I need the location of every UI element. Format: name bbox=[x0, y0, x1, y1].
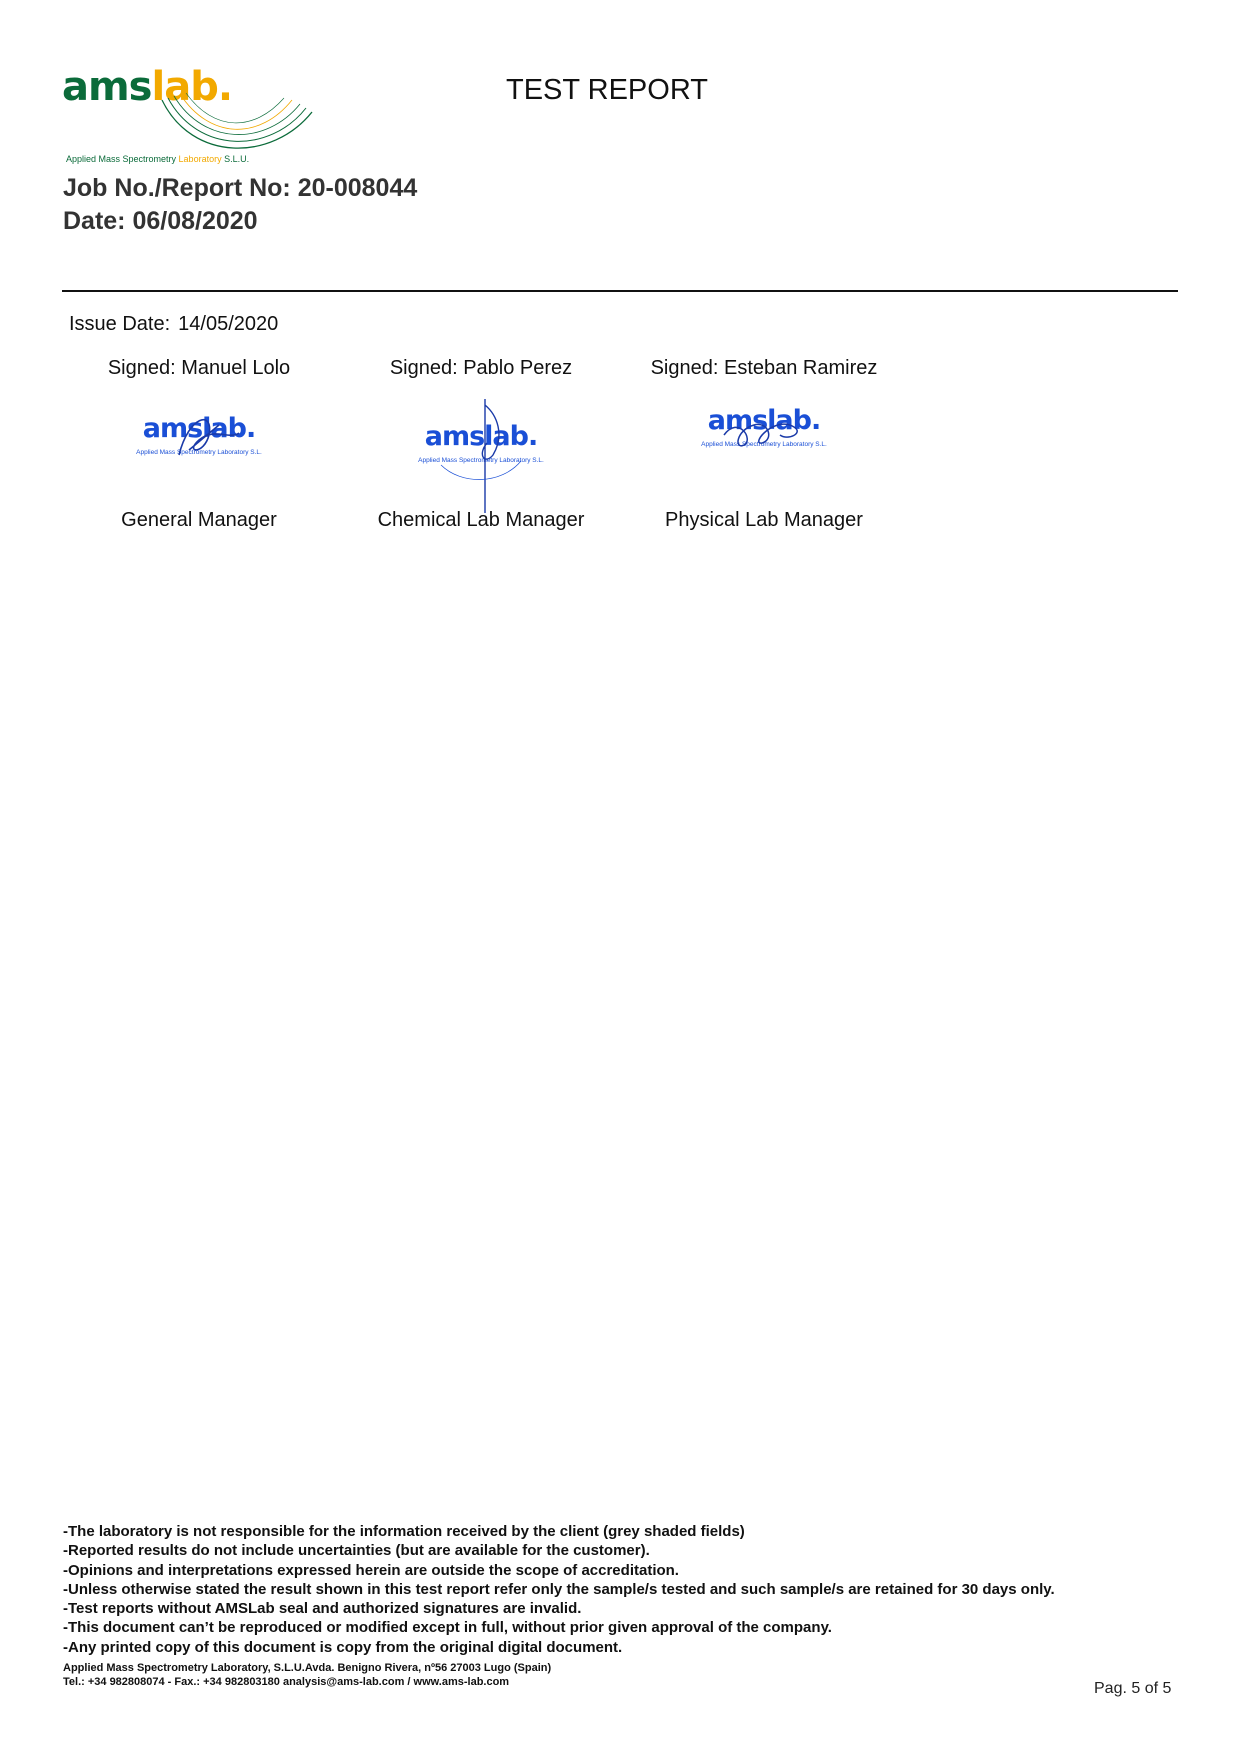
signer-general-manager bbox=[69, 357, 329, 532]
issue-date bbox=[69, 313, 286, 336]
disclaimer-item: -Unless otherwise stated the result shown in this test report refer only the sample/s tested and such sample/s are retained for 30 days only. bbox=[63, 1580, 1055, 1598]
company-seal: amslab. Applied Mass Spectrometry Laboratory S.L. bbox=[684, 395, 844, 505]
signer-chemical-lab-manager bbox=[351, 357, 611, 532]
logo-swoosh-icon bbox=[152, 92, 322, 162]
issue-date-value: 14/05/2020 bbox=[178, 313, 279, 335]
signature-icon bbox=[401, 395, 561, 515]
disclaimer-item: -This document can’t be reproduced or modified except in full, without prior given approval of the company. bbox=[63, 1619, 832, 1637]
disclaimer-list bbox=[63, 1522, 1183, 1657]
logo-wordmark: amslab. bbox=[62, 64, 233, 110]
header-divider bbox=[62, 290, 1178, 292]
page-number: Pag. 5 of 5 bbox=[1094, 1680, 1172, 1697]
document-title: TEST REPORT bbox=[506, 74, 708, 106]
company-seal: amslab. Applied Mass Spectrometry Laboratory S.L. bbox=[401, 395, 561, 505]
signer-name: Signed: Esteban Ramirez bbox=[650, 357, 878, 379]
signer-role: Physical Lab Manager bbox=[665, 509, 863, 531]
disclaimer-item: -Test reports without AMSLab seal and authorized signatures are invalid. bbox=[63, 1600, 582, 1618]
signer-role: General Manager bbox=[121, 509, 277, 531]
logo-tagline: Applied Mass Spectrometry Laboratory S.L.U. bbox=[66, 154, 250, 164]
signer-name: Signed: Pablo Perez bbox=[389, 357, 573, 379]
signature-icon bbox=[684, 395, 844, 505]
issue-date-label: Issue Date: bbox=[69, 313, 171, 335]
company-seal: amslab. Applied Mass Spectrometry Laboratory S.L. bbox=[119, 395, 279, 505]
signature-icon bbox=[119, 395, 279, 505]
disclaimer-item: -Any printed copy of this document is copy from the original digital document. bbox=[63, 1638, 623, 1656]
report-date: Date: 06/08/2020 bbox=[63, 207, 258, 235]
company-logo bbox=[62, 64, 272, 174]
footer-address: Applied Mass Spectrometry Laboratory, S.L.U.Avda. Benigno Rivera, nº56 27003 Lugo (Spain) bbox=[63, 1662, 552, 1674]
job-report-number: Job No./Report No: 20-008044 bbox=[63, 174, 418, 202]
disclaimer-item: -Opinions and interpretations expressed herein are outside the scope of accreditation. bbox=[63, 1561, 679, 1579]
disclaimer-item: -Reported results do not include uncertainties (but are available for the customer). bbox=[63, 1542, 650, 1560]
footer-contact: Tel.: +34 982808074 - Fax.: +34 982803180 analysis@ams-lab.com / www.ams-lab.com bbox=[63, 1676, 510, 1688]
signer-role: Chemical Lab Manager bbox=[377, 509, 585, 531]
signer-physical-lab-manager bbox=[634, 357, 894, 532]
disclaimer-item: -The laboratory is not responsible for the information received by the client (grey shaded fields) bbox=[63, 1523, 745, 1540]
signer-name: Signed: Manuel Lolo bbox=[107, 357, 291, 379]
